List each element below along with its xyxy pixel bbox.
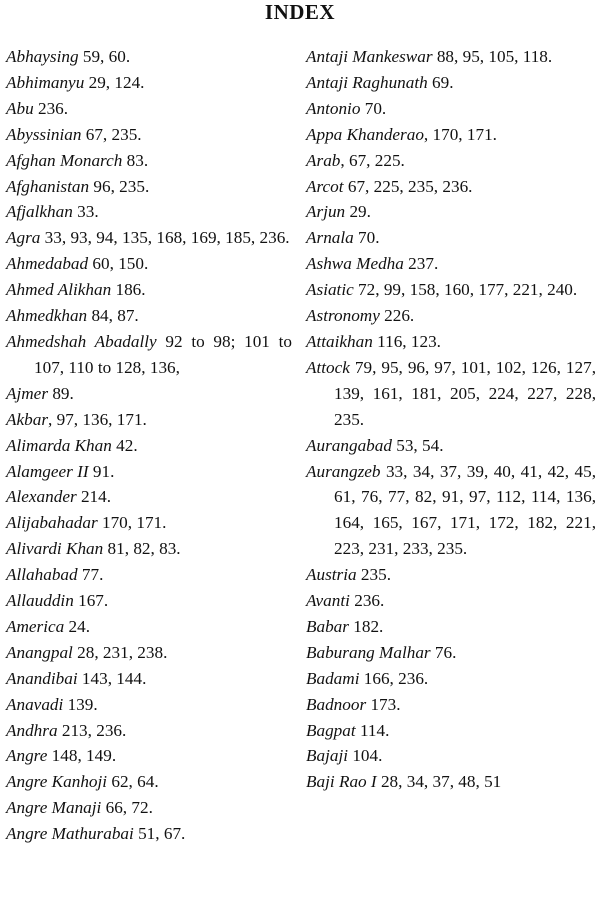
index-pages: 236. [349,591,385,611]
index-term: Anangpal [6,642,73,662]
index-entry [306,459,596,563]
index-term: Anavadi [6,694,64,714]
index-pages: 182. [348,616,384,636]
index-term: Ahmedkhan [6,306,88,326]
index-term: Arjun [306,202,346,222]
index-pages: , 97, 136, 171. [48,409,147,429]
index-term: Badami [306,668,360,688]
index-term: Afghanistan [6,176,90,196]
index-entry [306,769,596,795]
index-entry [306,148,596,174]
index-pages: 24. [64,616,91,636]
index-pages: 33, 34, 37, 39, 40, 41, 42, 45, 61, 76, 77, 82, 91, 97, 112, 114, 136, 164, 165, 167, 171, 172, 182, 221, 223, 231, 233, 235. [334,461,596,559]
index-term: Ahmedshah Abadally [6,331,157,351]
index-pages: 53, 54. [391,435,444,455]
index-term: Baji Rao I [306,772,377,792]
index-entry [6,484,292,510]
index-entry [6,303,292,329]
index-entry [6,821,292,847]
index-pages: 237. [403,254,439,274]
index-entry [306,614,596,640]
index-pages: 214. [76,487,112,507]
index-term: Antaji Raghunath [306,72,428,92]
index-pages: 42. [111,435,138,455]
index-entry [306,692,596,718]
index-entry [306,355,596,433]
index-entry [306,562,596,588]
index-pages: 170, 171. [97,513,167,533]
index-pages: 114. [355,720,390,740]
index-term: Astronomy [306,306,380,326]
index-term: Arnala [306,228,354,248]
index-entry [6,148,292,174]
index-term: Appa Khanderao [306,124,424,144]
index-entry [306,640,596,666]
index-term: Bajaji [306,746,349,766]
index-entry [306,743,596,769]
index-term: Abu [6,98,34,118]
index-entry [6,536,292,562]
index-pages: 166, 236. [359,668,429,688]
index-term: Angre [6,746,48,766]
index-entry [306,303,596,329]
index-term: Alexander [6,487,77,507]
index-entry [306,666,596,692]
index-entry [6,640,292,666]
index-entry [6,174,292,200]
index-entry [6,718,292,744]
index-entry [6,743,292,769]
index-pages: 139. [63,694,98,714]
index-entry [6,122,292,148]
index-entry [6,614,292,640]
index-pages: 29. [345,202,371,222]
index-pages: 104. [348,746,383,766]
index-term: Abyssinian [6,124,82,144]
index-entry [6,225,292,251]
index-term: Babar [306,616,349,636]
index-entry [306,225,596,251]
index-term: Abhaysing [6,47,79,66]
index-pages: 33, 93, 94, 135, 168, 169, 185, 236. [40,228,290,248]
page-title: INDEX [264,0,336,24]
index-term: Anandibai [6,668,78,688]
index-entry [306,329,596,355]
index-pages: 91. [88,461,115,481]
index-term: Ahmedabad [6,254,89,274]
index-term: Ahmed Alikhan [6,280,112,300]
index-pages: 28, 231, 238. [72,642,168,662]
index-term: Ajmer [6,383,49,403]
index-entry [6,251,292,277]
index-term: Afghan Monarch [6,150,123,170]
index-pages: 29, 124. [84,72,145,92]
index-pages: 143, 144. [77,668,147,688]
index-entry [6,459,292,485]
index-pages: 173. [366,694,401,714]
index-entry [6,795,292,821]
index-entry [6,588,292,614]
index-pages: 148, 149. [47,746,117,766]
index-term: Angre Mathurabai [6,824,134,844]
index-entry [6,96,292,122]
index-pages: 116, 123. [372,331,441,351]
index-pages: 167. [73,591,109,611]
index-term: Angre Kanhoji [6,772,108,792]
index-column-left [6,44,292,847]
index-term: Aurangabad [306,435,392,455]
index-entry [6,433,292,459]
index-term: Badnoor [306,694,367,714]
index-term: Andhra [6,720,58,740]
index-pages: 235. [356,565,391,585]
index-pages: 96, 235. [89,176,150,196]
index-term: Agra [6,228,41,248]
index-pages: 70. [353,228,380,248]
index-pages: , 170, 171. [423,124,497,144]
index-entry [6,407,292,433]
index-pages: 59, 60. [78,47,131,66]
index-column-right [306,44,596,795]
index-pages: 72, 99, 158, 160, 177, 221, 240. [353,280,578,300]
index-pages: , 67, 225. [340,150,405,170]
index-entry [306,718,596,744]
index-entry [306,433,596,459]
index-term: Alivardi Khan [6,539,104,559]
index-pages: 236. [33,98,69,118]
index-term: Angre Manaji [6,798,102,818]
index-entry [306,122,596,148]
index-pages: 33. [72,202,99,222]
index-entry [306,44,596,70]
index-entry [306,199,596,225]
index-term: Baburang Malhar [306,642,431,662]
index-term: Avanti [306,591,350,611]
index-pages: 69. [427,72,454,92]
index-pages: 88, 95, 105, 118. [432,47,553,66]
index-term: Antaji Mankeswar [306,47,433,66]
index-term: Arcot [306,176,344,196]
index-term: Aurangzeb [306,461,381,481]
index-term: Asiatic [306,280,354,300]
index-term: Abhimanyu [6,72,85,92]
index-entry [306,96,596,122]
index-term: Alijabahadar [6,513,98,533]
index-term: Antonio [306,98,361,118]
index-term: Austria [306,565,357,585]
index-entry [6,277,292,303]
index-term: Afjalkhan [6,202,73,222]
index-term: Allauddin [6,591,74,611]
index-pages: 89. [48,383,74,403]
index-pages: 62, 64. [107,772,159,792]
index-pages: 226. [379,306,415,326]
index-term: Alimarda Khan [6,435,112,455]
index-term: Attaikhan [306,331,373,351]
index-pages: 70. [360,98,387,118]
index-pages: 92 to 98; 101 to 107, 110 to 128, 136, [34,331,292,377]
index-entry [6,329,292,381]
index-pages: 83. [122,150,149,170]
index-pages: 79, 95, 96, 97, 101, 102, 126, 127, 139, 161, 181, 205, 224, 227, 228, 235. [334,357,596,429]
index-entry [306,174,596,200]
index-entry [306,70,596,96]
index-term: Ashwa Medha [306,254,404,274]
index-entry [306,588,596,614]
index-entry [306,251,596,277]
index-term: Attock [306,357,350,377]
index-entry [6,510,292,536]
index-entry [6,666,292,692]
index-entry [6,381,292,407]
index-pages: 67, 235. [81,124,142,144]
index-term: Arab [306,150,341,170]
index-pages: 67, 225, 235, 236. [343,176,473,196]
index-entry [6,769,292,795]
index-term: Bagpat [306,720,356,740]
index-pages: 81, 82, 83. [103,539,181,559]
index-term: Akbar [6,409,49,429]
index-pages: 84, 87. [87,306,139,326]
index-pages: 51, 67. [133,824,186,844]
index-pages: 77. [77,565,104,585]
index-pages: 213, 236. [57,720,127,740]
index-pages: 76. [430,642,457,662]
index-term: America [6,616,65,636]
index-entry [6,44,292,70]
index-pages: 28, 34, 37, 48, 51 [376,772,502,792]
index-entry [6,562,292,588]
index-pages: 186. [111,280,146,300]
index-term: Allahabad [6,565,78,585]
index-pages: 60, 150. [88,254,149,274]
index-term: Alamgeer II [6,461,89,481]
index-entry [6,70,292,96]
index-pages: 66, 72. [101,798,153,818]
index-entry [306,277,596,303]
index-entry [6,692,292,718]
index-entry [6,199,292,225]
